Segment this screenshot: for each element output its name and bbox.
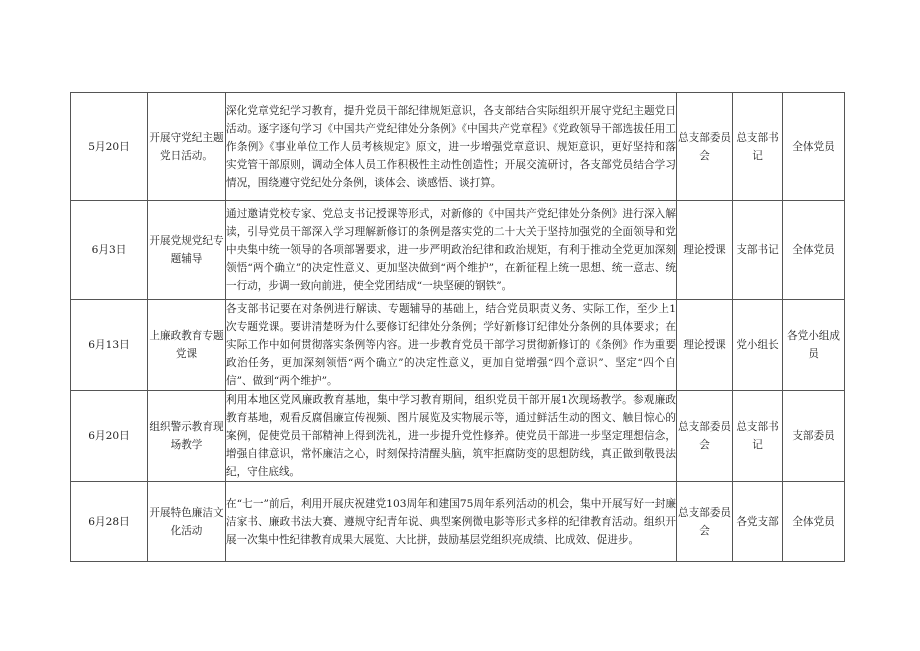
date-cell: 6月20日 xyxy=(71,391,148,482)
organizer-cell: 支部书记 xyxy=(733,201,783,300)
form-cell: 总支部委员会 xyxy=(677,391,733,482)
theme-cell: 组织警示教育现场教学 xyxy=(148,391,226,482)
date-cell: 5月20日 xyxy=(71,93,148,201)
table-row xyxy=(71,391,845,482)
table-row xyxy=(71,93,845,201)
form-cell: 总支部委员会 xyxy=(677,482,733,562)
organizer-cell: 总支部书记 xyxy=(733,391,783,482)
date-cell: 6月13日 xyxy=(71,300,148,391)
form-cell: 理论授课 xyxy=(677,300,733,391)
date-cell: 6月28日 xyxy=(71,482,148,562)
target-cell: 各党小组成员 xyxy=(783,300,845,391)
form-cell: 总支部委员会 xyxy=(677,93,733,201)
form-cell: 理论授课 xyxy=(677,201,733,300)
schedule-table xyxy=(70,92,845,562)
organizer-cell: 各党支部 xyxy=(733,482,783,562)
target-cell: 全体党员 xyxy=(783,93,845,201)
content-cell: 利用本地区党风廉政教育基地，集中学习教育期间，组织党员干部开展1次现场教学。参观廉政教育基地，观看反腐倡廉宣传视频、图片展览及实物展示等，通过鲜活生动的图文、触目惊心的案例，促使党员干部精神上得到洗礼，进一步提升党性修养。使党员干部进一步坚定理想信念，增强自律意识，常怀廉洁之心，时刻保持清醒头脑，筑牢拒腐防变的思想防线，真正做到敬畏法纪，守住底线。 xyxy=(226,391,677,482)
organizer-cell: 总支部书记 xyxy=(733,93,783,201)
content-cell: 各支部书记要在对条例进行解读、专题辅导的基础上，结合党员职责义务、实际工作，至少上1次专题党课。要讲清楚呀为什么要修订纪律处分条例；学好新修订纪律处分条例的具体要求；在实际工作中如何贯彻落实条例等内容。进一步教育党员干部学习贯彻新修订的《条例》作为重要政治任务，更加深刻领悟“两个确立”的决定性意义，更加自觉增强“四个意识”、坚定“四个自信”、做到“两个维护”。 xyxy=(226,300,677,391)
theme-cell: 开展党规党纪专题辅导 xyxy=(148,201,226,300)
table-row xyxy=(71,201,845,300)
theme-cell: 开展守党纪主题党日活动。 xyxy=(148,93,226,201)
content-cell: 通过邀请党校专家、党总支书记授课等形式，对新修的《中国共产党纪律处分条例》进行深入解读，引导党员干部深入学习理解新修订的条例是落实党的二十大关于坚持加强党的全面领导和党中央集中统一领导的各项部署要求，进一步严明政治纪律和政治规矩，有利于推动全党更加深刻领悟“两个确立”的决定性意义、更加坚决做到“两个维护”，在新征程上统一思想、统一意志、统一行动，步调一致向前进，使全党团结成“一块坚硬的钢铁”。 xyxy=(226,201,677,300)
date-cell: 6月3日 xyxy=(71,201,148,300)
target-cell: 支部委员 xyxy=(783,391,845,482)
content-cell: 在“七一”前后，利用开展庆祝建党103周年和建国75周年系列活动的机会，集中开展写好一封廉洁家书、廉政书法大赛、遵规守纪青年说、典型案例微电影等形式多样的纪律教育活动。组织开展一次集中性纪律教育成果大展览、大比拼，鼓励基层党组织亮成绩、比成效、促进步。 xyxy=(226,482,677,562)
organizer-cell: 党小组长 xyxy=(733,300,783,391)
target-cell: 全体党员 xyxy=(783,201,845,300)
theme-cell: 上廉政教育专题党课 xyxy=(148,300,226,391)
target-cell: 全体党员 xyxy=(783,482,845,562)
content-cell: 深化党章党纪学习教育，提升党员干部纪律规矩意识，各支部结合实际组织开展守党纪主题党日活动。逐字逐句学习《中国共产党纪律处分条例》《中国共产党章程》《党政领导干部选拔任用工作条例》《事业单位工作人员考核规定》原文，进一步增强党章意识、规矩意识，更好坚持和落实党管干部原则，调动全体人员工作积极性主动性创造性；开展交流研讨，各支部党员结合学习情况，围绕遵守党纪处分条例，谈体会、谈感悟、谈打算。 xyxy=(226,93,677,201)
theme-cell: 开展特色廉洁文化活动 xyxy=(148,482,226,562)
table-row xyxy=(71,300,845,391)
table-row xyxy=(71,482,845,562)
